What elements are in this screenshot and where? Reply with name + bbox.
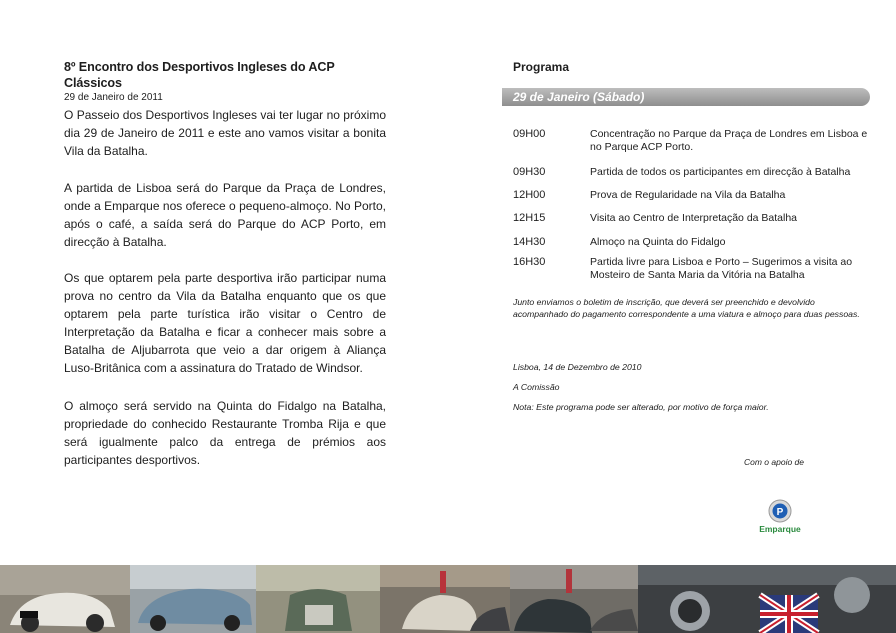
place-date: Lisboa, 14 de Dezembro de 2010 <box>513 362 642 372</box>
registration-note: Junto enviamos o boletim de inscrição, que deverá ser preenchido e devolvido acompanhado do pagamento correspondente a uma viatura e almoço para duas pessoas. <box>513 297 860 319</box>
disclaimer: Nota: Este programa pode ser alterado, por motivo de força maior. <box>513 402 769 412</box>
emparque-logo-text: Emparque <box>759 524 801 534</box>
left-column <box>64 59 386 104</box>
emparque-logo <box>752 499 808 539</box>
schedule-time: 09H30 <box>513 166 546 178</box>
paragraph-lunch: O almoço será servido na Quinta do Fidalgo na Batalha, propriedade do conhecido Restaurante Tromba Rija e que será igualmente palco da entrega de prémios aos participantes desportivos. <box>64 399 386 467</box>
paragraph-intro: O Passeio dos Desportivos Ingleses vai ter lugar no próximo dia 29 de Janeiro de 2011 e este ano vamos visitar a bonita Vila da Batalha. <box>64 108 386 158</box>
signature: A Comissão <box>513 382 560 392</box>
day-header-bar <box>502 88 870 106</box>
right-column <box>513 59 870 75</box>
car-photo-5 <box>510 565 638 633</box>
schedule-time: 14H30 <box>513 236 546 248</box>
schedule-desc: Partida livre para Lisboa e Porto – Sugerimos a visita ao Mosteiro de Santa Maria da Vitória na Batalha <box>590 256 853 281</box>
schedule-desc: Partida de todos os participantes em direcção à Batalha <box>590 166 851 178</box>
event-title: 8º Encontro dos Desportivos Ingleses do ACP Clássicos <box>64 60 335 90</box>
schedule-desc: Concentração no Parque da Praça de Londres em Lisboa e no Parque ACP Porto. <box>590 128 868 153</box>
schedule-time: 12H15 <box>513 212 546 224</box>
car-photo-3 <box>256 565 380 633</box>
support-label: Com o apoio de <box>744 457 805 467</box>
schedule-desc: Almoço na Quinta do Fidalgo <box>590 236 726 248</box>
schedule-time: 09H00 <box>513 128 546 140</box>
svg-text:P: P <box>776 507 784 518</box>
event-date: 29 de Janeiro de 2011 <box>64 92 163 103</box>
day-label: 29 de Janeiro (Sábado) <box>513 90 645 104</box>
car-photo-4 <box>380 565 510 633</box>
car-photo-1 <box>0 565 130 633</box>
photo-strip <box>0 565 896 633</box>
car-photo-6 <box>638 565 896 633</box>
car-photo-2 <box>130 565 256 633</box>
schedule-desc: Visita ao Centro de Interpretação da Batalha <box>590 212 798 224</box>
paragraph-activities: Os que optarem pela parte desportiva irão participar numa prova no centro da Vila da Batalha enquanto que os que optarem pela parte turística irão visitar o Centro de Interpretação da Batalha e ficar a conhecer mais sobre a Batalha de Aljubarrota que veio a dar origem à Aliança Luso-Britânica com a assinatura do Tratado de Windsor. <box>64 271 386 375</box>
paragraph-departure: A partida de Lisboa será do Parque da Praça de Londres, onde a Emparque nos oferece o pequeno-almoço. No Porto, após o café, a saída será do Parque do ACP Porto, em direcção à Batalha. <box>64 181 386 249</box>
schedule-time: 16H30 <box>513 256 546 268</box>
parking-icon <box>752 499 808 525</box>
program-title: Programa <box>513 60 570 74</box>
schedule-time: 12H00 <box>513 189 546 201</box>
schedule-desc: Prova de Regularidade na Vila da Batalha <box>590 189 786 201</box>
